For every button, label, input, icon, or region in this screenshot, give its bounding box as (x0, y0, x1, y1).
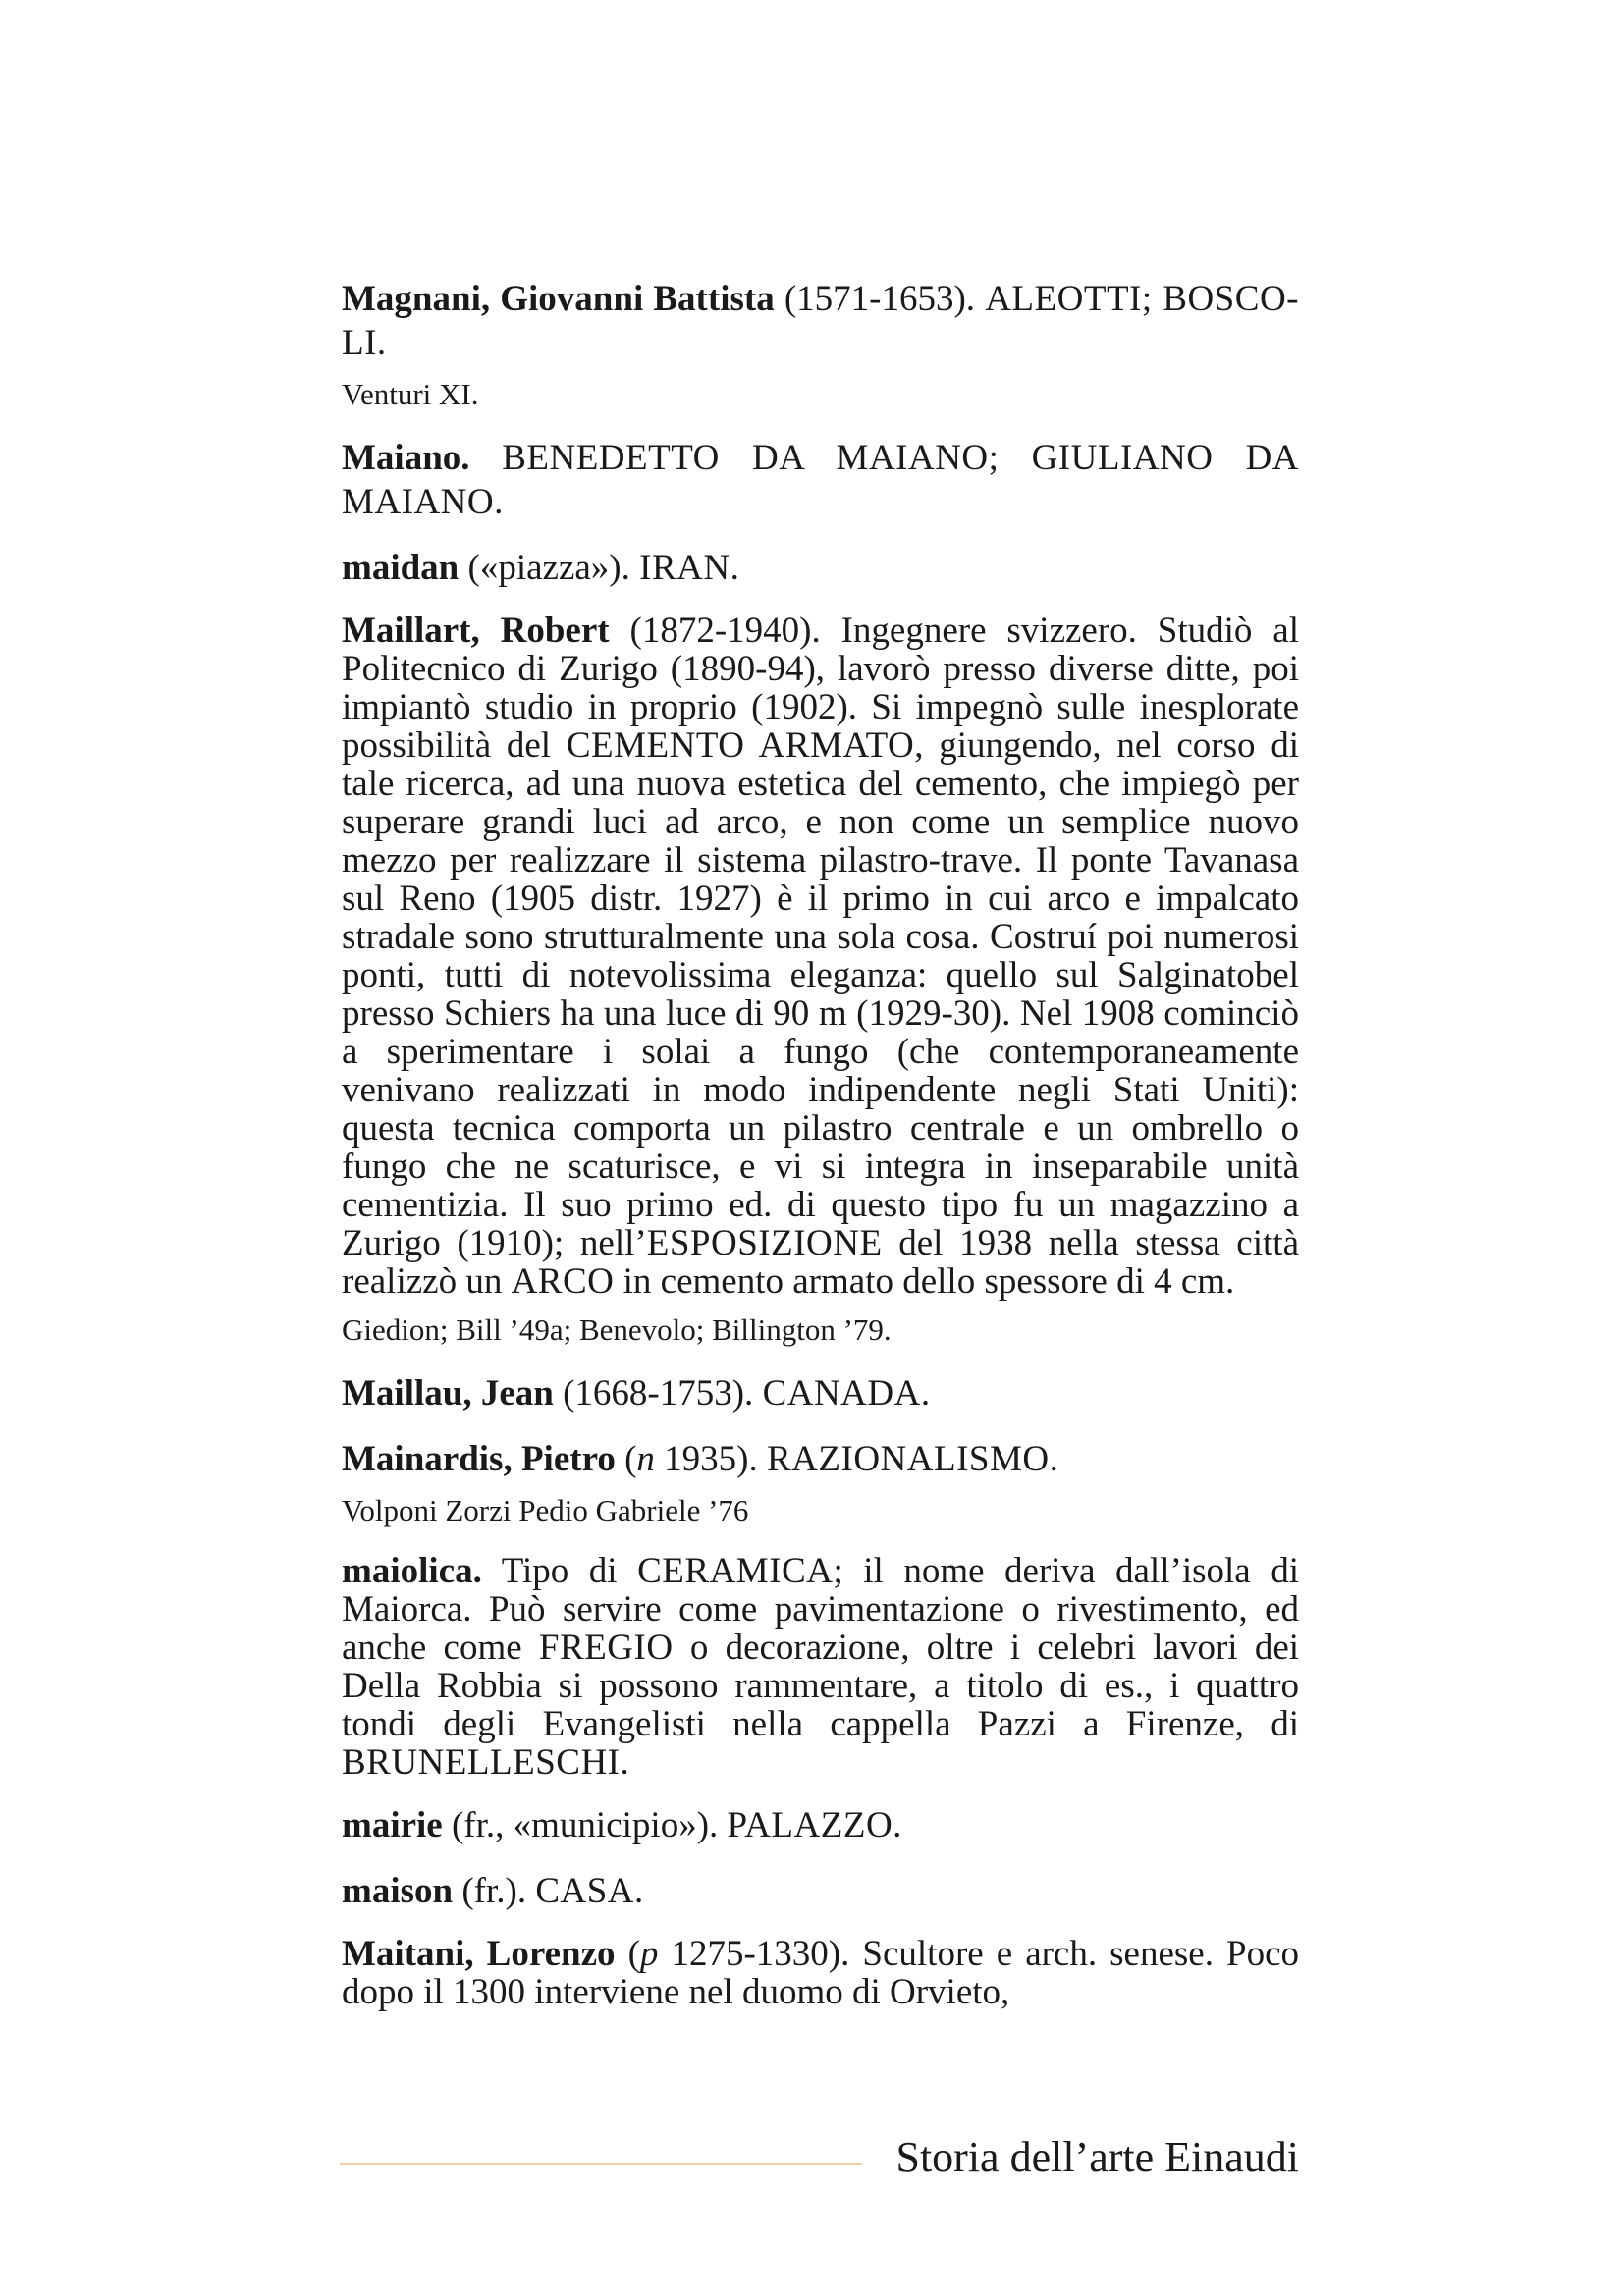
entry-maiolica (342, 1552, 1299, 1782)
entry-crossref: BENEDETTO DA MAIANO; GIULIANO DA MAIANO. (342, 438, 1300, 522)
entry-text: ; il nome deriva dall’isola di Maiorca. Può servire come pavimentazione o rivestimento, ed anche come (342, 1551, 1299, 1668)
entry-dates: (1571-1653). (784, 279, 976, 319)
entry-term: Maillau, Jean (342, 1373, 554, 1414)
entry-term: maidan (342, 548, 460, 588)
entry-born-prefix: n (636, 1439, 655, 1479)
entry-crossref: IRAN. (639, 548, 740, 588)
entry-maillau (342, 1371, 1299, 1415)
entry-crossref: ALEOTTI; BOSCO-LI. (342, 279, 1299, 363)
footer-rule (340, 2163, 862, 2165)
entry-crossref: ARCO (511, 1261, 615, 1302)
entry-mairie (342, 1803, 1299, 1847)
entry-term: Maitani, Lorenzo (342, 1934, 616, 1974)
entry-gloss: («piazza»). (467, 548, 630, 588)
entry-crossref: PALAZZO. (727, 1805, 902, 1845)
entry-bibliography: Venturi XI. (342, 377, 479, 411)
entry-maison (342, 1869, 1299, 1913)
entry-term: mairie (342, 1805, 443, 1845)
entry-term: Magnani, Giovanni Battista (342, 279, 775, 319)
entry-text: Tipo di (501, 1551, 618, 1591)
entry-term: Mainardis, Pietro (342, 1439, 616, 1479)
entry-magnani (342, 277, 1299, 414)
entry-maillart (342, 612, 1299, 1350)
entry-text: 1275-1330). Scultore e arch. senese. Poco dopo il 1300 interviene nel duomo di Orvieto, (342, 1934, 1299, 2012)
entry-crossref: CERAMICA (637, 1551, 834, 1591)
entry-dates: 1935). (664, 1439, 758, 1479)
entry-crossref: RAZIONALISMO. (767, 1439, 1059, 1479)
entry-text: o decorazione, oltre i celebri lavori dei Della Robbia si possono rammentare, a titolo di es., i quattro tondi degli Evangelisti nella cappella Pazzi a Firenze, di (342, 1628, 1300, 1744)
entry-text: in cemento armato dello spessore di 4 cm. (622, 1261, 1235, 1302)
entry-crossref: CASA. (535, 1871, 644, 1911)
entry-text: (1872-1940). Ingegnere svizzero. Studiò al Politecnico di Zurigo (1890-94), lavorò presso diverse ditte, poi impiantò studio in proprio (1902). Si impegnò sulle inesplorate possibilità del (342, 611, 1300, 766)
entry-crossref: BRUNELLESCHI (342, 1742, 621, 1783)
entry-term: maison (342, 1871, 454, 1911)
entry-maitani: Maitani, Lorenzo (p 1275-1330). Scultore e arch. senese. Poco dopo il 1300 interviene nel duomo di Orvieto, (342, 1934, 1299, 2012)
entry-text: , giungendo, nel corso di tale ricerca, ad una nuova estetica del cemento, che impiegò per superare grandi luci ad arco, e non come un semplice nuovo mezzo per realizzare il sistema pilastro-trave. Il ponte Tavanasa sul Reno (1905 distr. 1927) è il primo in cui arco e impalcato stradale sono strutturalmente una sola cosa. Costruí poi numerosi ponti, tutti di notevolissima eleganza: quello sul Salginatobel presso Schiers ha una luce di 90 m (1929-30). Nel 1908 cominciò a sperimentare i solai a fungo (che contemporaneamente venivano realizzati in modo indipendente negli Stati Uniti): questa tecnica comporta un pilastro centrale e un ombrello o fungo che ne scaturisce, e vi si integra in inseparabile unità cementizia. Il suo primo ed. di questo tipo fu un magazzino a Zurigo (1910); nell’ (342, 725, 1300, 1263)
entry-active-prefix: p (639, 1934, 659, 1974)
dictionary-column (342, 277, 1299, 2033)
entry-bibliography: Giedion; Bill ’49a; Benevolo; Billington ’79. (342, 1312, 892, 1347)
entry-gloss: (fr.). (461, 1871, 527, 1911)
entry-maidan (342, 546, 1299, 590)
entry-term: Maillart, Robert (342, 611, 610, 651)
entry-crossref: CANADA. (762, 1373, 931, 1414)
entry-text: del 1938 nella stessa città realizzò un (342, 1223, 1299, 1302)
entry-mainardis: Mainardis, Pietro (n 1935). RAZIONALISMO. Volponi Zorzi Pedio Gabriele ’76 (342, 1437, 1299, 1530)
entry-term: maiolica. (342, 1551, 482, 1591)
entry-maiano (342, 436, 1299, 524)
entry-bibliography: Volponi Zorzi Pedio Gabriele ’76 (342, 1493, 749, 1527)
entry-term: Maiano. (342, 438, 470, 478)
entry-crossref: CEMENTO ARMATO (566, 725, 915, 766)
entry-crossref: ESPOSIZIONE (646, 1223, 883, 1263)
entry-gloss: (fr., «municipio»). (451, 1805, 719, 1845)
entry-dates: (1668-1753). (563, 1373, 754, 1414)
entry-text: . (620, 1742, 629, 1783)
footer-title: Storia dell’arte Einaudi (895, 2133, 1299, 2181)
entry-crossref: FREGIO (538, 1628, 674, 1668)
